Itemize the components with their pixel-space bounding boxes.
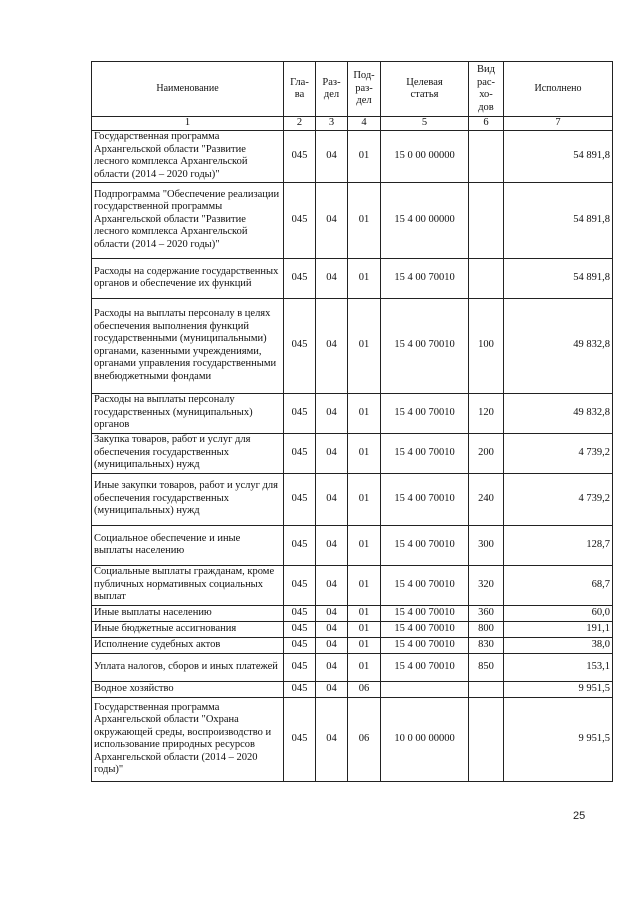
row-tselevaya: 15 4 00 70010 [381,473,469,525]
header-podrazdel: Под- раз- дел [348,62,381,117]
row-amount: 49 832,8 [504,298,613,393]
row-glava: 045 [284,621,316,637]
row-vid: 200 [469,433,504,473]
row-vid: 800 [469,621,504,637]
row-razdel: 04 [316,637,348,653]
row-podrazdel: 01 [348,653,381,681]
header-row [92,62,613,117]
row-amount: 153,1 [504,653,613,681]
table-row [92,433,613,473]
row-glava: 045 [284,697,316,781]
row-podrazdel: 06 [348,681,381,697]
table-row [92,258,613,298]
row-podrazdel: 01 [348,433,381,473]
row-name: Государственная программа Архангельской области "Охрана окружающей среды, воспроизводство и использование природных ресурсов Архангельской области (2014 – 2020 годы)" [92,697,284,781]
row-podrazdel: 01 [348,130,381,182]
row-vid: 360 [469,605,504,621]
row-tselevaya: 15 4 00 00000 [381,182,469,258]
table-row [92,565,613,605]
row-amount: 128,7 [504,525,613,565]
row-glava: 045 [284,525,316,565]
row-name: Подпрограмма "Обеспечение реализации государственной программы Архангельской области "Развитие лесного комплекса Архангельской области (2014 – 2020 годы)" [92,182,284,258]
row-glava: 045 [284,637,316,653]
row-tselevaya: 10 0 00 00000 [381,697,469,781]
row-name: Иные закупки товаров, работ и услуг для обеспечения государственных (муниципальных) нужд [92,473,284,525]
table-row [92,681,613,697]
header-ispolneno: Исполнено [504,62,613,117]
row-vid [469,697,504,781]
row-amount: 9 951,5 [504,681,613,697]
page-number: 25 [573,810,586,822]
row-glava: 045 [284,565,316,605]
row-podrazdel: 01 [348,258,381,298]
row-vid: 240 [469,473,504,525]
row-tselevaya: 15 4 00 70010 [381,393,469,433]
row-name: Социальное обеспечение и иные выплаты населению [92,525,284,565]
row-name: Социальные выплаты гражданам, кроме публичных нормативных социальных выплат [92,565,284,605]
row-glava: 045 [284,653,316,681]
header-razdel: Раз- дел [316,62,348,117]
row-amount: 9 951,5 [504,697,613,781]
row-glava: 045 [284,433,316,473]
row-tselevaya: 15 4 00 70010 [381,433,469,473]
row-vid: 320 [469,565,504,605]
row-glava: 045 [284,605,316,621]
row-podrazdel: 01 [348,565,381,605]
index-cell: 7 [504,117,613,131]
row-amount: 68,7 [504,565,613,605]
table-row [92,621,613,637]
table-row [92,298,613,393]
index-cell: 4 [348,117,381,131]
row-glava: 045 [284,130,316,182]
row-razdel: 04 [316,697,348,781]
row-razdel: 04 [316,130,348,182]
row-razdel: 04 [316,605,348,621]
row-vid: 830 [469,637,504,653]
row-amount: 4 739,2 [504,433,613,473]
row-tselevaya: 15 4 00 70010 [381,565,469,605]
row-podrazdel: 01 [348,637,381,653]
row-razdel: 04 [316,681,348,697]
row-podrazdel: 06 [348,697,381,781]
row-tselevaya: 15 0 00 00000 [381,130,469,182]
header-tselevaya: Целевая статья [381,62,469,117]
row-vid: 120 [469,393,504,433]
budget-table [91,61,613,782]
row-podrazdel: 01 [348,473,381,525]
row-podrazdel: 01 [348,298,381,393]
row-podrazdel: 01 [348,605,381,621]
row-vid: 850 [469,653,504,681]
row-razdel: 04 [316,258,348,298]
table-row [92,637,613,653]
row-tselevaya: 15 4 00 70010 [381,605,469,621]
table-row [92,182,613,258]
row-name: Иные бюджетные ассигнования [92,621,284,637]
row-tselevaya [381,681,469,697]
row-vid: 300 [469,525,504,565]
table-row [92,525,613,565]
row-tselevaya: 15 4 00 70010 [381,298,469,393]
index-row [92,117,613,131]
row-vid [469,681,504,697]
table-row [92,605,613,621]
row-amount: 49 832,8 [504,393,613,433]
row-razdel: 04 [316,621,348,637]
row-glava: 045 [284,182,316,258]
row-name: Закупка товаров, работ и услуг для обеспечения государственных (муниципальных) нужд [92,433,284,473]
row-razdel: 04 [316,182,348,258]
row-tselevaya: 15 4 00 70010 [381,258,469,298]
header-vid: Вид рас- хо- дов [469,62,504,117]
index-cell: 3 [316,117,348,131]
row-amount: 54 891,8 [504,182,613,258]
table-row [92,130,613,182]
row-amount: 4 739,2 [504,473,613,525]
row-name: Уплата налогов, сборов и иных платежей [92,653,284,681]
header-name: Наименование [92,62,284,117]
row-razdel: 04 [316,565,348,605]
row-name: Государственная программа Архангельской области "Развитие лесного комплекса Архангельской области (2014 – 2020 годы)" [92,130,284,182]
header-glava: Гла- ва [284,62,316,117]
row-razdel: 04 [316,433,348,473]
row-glava: 045 [284,681,316,697]
row-tselevaya: 15 4 00 70010 [381,653,469,681]
row-name: Расходы на выплаты персоналу в целях обеспечения выполнения функций государственными (муниципальными) органами, казенными учреждениями, органами управления государственными внебюджетными фондами [92,298,284,393]
row-podrazdel: 01 [348,393,381,433]
row-glava: 045 [284,473,316,525]
table-row [92,393,613,433]
row-name: Расходы на выплаты персоналу государственных (муниципальных) органов [92,393,284,433]
row-podrazdel: 01 [348,182,381,258]
row-amount: 191,1 [504,621,613,637]
row-vid: 100 [469,298,504,393]
row-razdel: 04 [316,473,348,525]
row-name: Иные выплаты населению [92,605,284,621]
table-row [92,697,613,781]
row-razdel: 04 [316,653,348,681]
index-cell: 5 [381,117,469,131]
row-amount: 54 891,8 [504,258,613,298]
index-cell: 1 [92,117,284,131]
row-vid [469,182,504,258]
row-razdel: 04 [316,298,348,393]
row-vid [469,130,504,182]
index-cell: 2 [284,117,316,131]
row-podrazdel: 01 [348,621,381,637]
row-vid [469,258,504,298]
row-glava: 045 [284,298,316,393]
row-name: Исполнение судебных актов [92,637,284,653]
row-amount: 54 891,8 [504,130,613,182]
row-glava: 045 [284,258,316,298]
row-name: Водное хозяйство [92,681,284,697]
row-amount: 60,0 [504,605,613,621]
table-row [92,653,613,681]
row-tselevaya: 15 4 00 70010 [381,637,469,653]
row-razdel: 04 [316,525,348,565]
row-amount: 38,0 [504,637,613,653]
row-tselevaya: 15 4 00 70010 [381,621,469,637]
row-glava: 045 [284,393,316,433]
row-name: Расходы на содержание государственных органов и обеспечение их функций [92,258,284,298]
row-podrazdel: 01 [348,525,381,565]
table-row [92,473,613,525]
row-tselevaya: 15 4 00 70010 [381,525,469,565]
index-cell: 6 [469,117,504,131]
row-razdel: 04 [316,393,348,433]
